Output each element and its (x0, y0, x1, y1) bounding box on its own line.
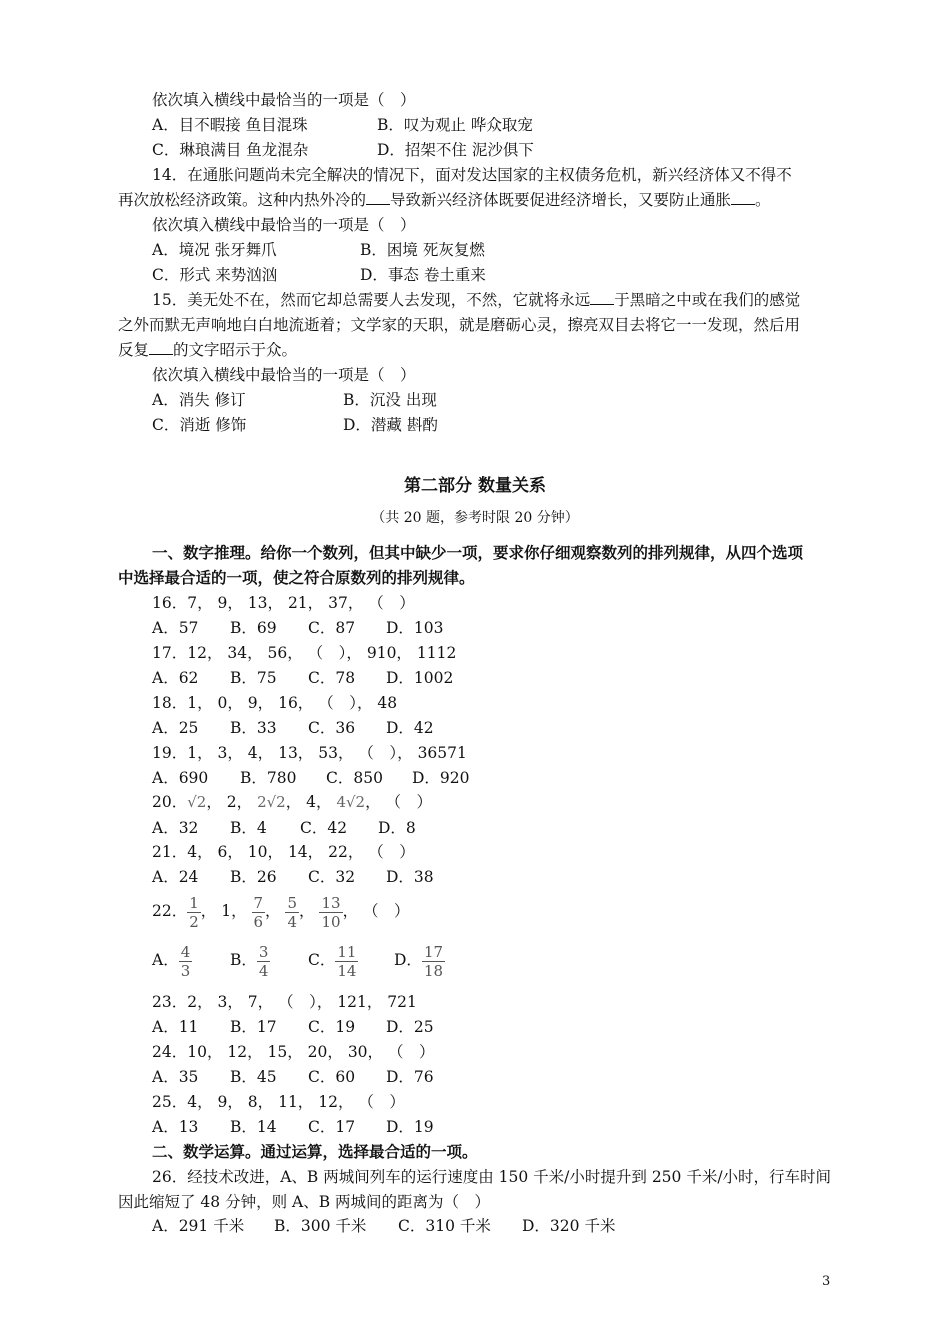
q15-text-d: 的文字昭示于众。 (173, 341, 298, 359)
option-d: D．1002 (386, 669, 454, 687)
q22-question (152, 891, 410, 931)
option-b: B．300 千米 (274, 1217, 367, 1235)
option-a: A．32 (152, 819, 199, 837)
q18-question: 18．1， 0， 9， 16， （ ）， 48 (152, 694, 398, 712)
q15-option-a: A．消失 修订 (152, 391, 246, 409)
fraction (422, 943, 445, 980)
option-d: D．8 (378, 819, 416, 837)
option-c: C．87 (308, 619, 356, 637)
q15-line3 (118, 338, 297, 362)
q22-options (152, 940, 445, 980)
option-a: A．24 (152, 868, 199, 886)
sqrt-expression: 2√2 (257, 793, 286, 811)
denominator: 4 (287, 912, 298, 931)
q17-question: 17．12， 34， 56， （ ）， 910， 1112 (152, 644, 457, 662)
q23-options (152, 1015, 434, 1039)
denominator: 14 (337, 961, 357, 980)
separator: ， （ ） (365, 793, 433, 811)
q23-question: 23．2， 3， 7， （ ）， 121， 721 (152, 993, 417, 1011)
part2-subtitle: （共 20 题，参考时限 20 分钟） (371, 510, 579, 526)
q25-options (152, 1115, 434, 1139)
q21-question: 21．4， 6， 10， 14， 22， （ ） (152, 843, 415, 861)
q15-line1 (152, 288, 800, 312)
numerator: 13 (321, 893, 341, 912)
option-c: C．17 (308, 1118, 356, 1136)
q26-line1: 26．经技术改进，A、B 两城间列车的运行速度由 150 千米/小时提升到 250 千米/小时，行车时间 (152, 1168, 832, 1186)
option-letter: C． (308, 951, 336, 969)
option-d: D．38 (386, 868, 434, 886)
blank-line (590, 290, 614, 305)
q14-text-b: 导致新兴经济体既要促进经济增长，又要防止通胀 (390, 191, 732, 209)
option-c: C．78 (308, 669, 356, 687)
q13-prompt: 依次填入横线中最恰当的一项是（ ） (152, 91, 416, 109)
q14-line2 (118, 188, 771, 212)
q26-line2: 因此缩短了 48 分钟，则 A、B 两城间的距离为（ ） (118, 1193, 491, 1211)
separator: ， (299, 902, 320, 920)
q14-option-c: C．形式 来势汹汹 (152, 266, 278, 284)
option-b: B．4 (230, 819, 267, 837)
sqrt-expression: √2 (187, 793, 207, 811)
option-letter: B． (230, 951, 257, 969)
option-b: B．69 (230, 619, 277, 637)
option-d: D．920 (412, 769, 470, 787)
fraction (319, 894, 342, 931)
option-b: B．17 (230, 1018, 277, 1036)
question-number: 22． (152, 902, 188, 920)
option-d: D．76 (386, 1068, 434, 1086)
part2-title: 第二部分 数量关系 (404, 476, 546, 496)
option-letter: A． (152, 951, 179, 969)
q18-options (152, 716, 434, 740)
page-number: 3 (822, 1274, 831, 1289)
section1-instruction-line1: 一、数字推理。给你一个数列，但其中缺少一项，要求你仔细观察数列的排列规律，从四个选项 (152, 543, 804, 562)
numerator: 1 (189, 893, 199, 912)
option-c (308, 940, 394, 980)
q26-options (152, 1214, 615, 1238)
q13-option-c: C．琳琅满目 鱼龙混杂 (152, 141, 309, 159)
option-b: B．14 (230, 1118, 277, 1136)
q19-question: 19．1， 3， 4， 13， 53， （ ）， 36571 (152, 744, 467, 762)
fraction (187, 894, 201, 931)
option-d: D．42 (386, 719, 434, 737)
q14-option-b: B．困境 死灰复燃 (360, 241, 485, 259)
sqrt-expression: 4√2 (336, 793, 366, 811)
q15-option-d: D．潜藏 斟酌 (343, 416, 438, 434)
option-a: A．25 (152, 719, 199, 737)
q14-option-a: A．境况 张牙舞爪 (152, 241, 277, 259)
numerator: 4 (180, 942, 191, 961)
option-b: B．26 (230, 868, 277, 886)
q15-text-b: 于黑暗之中或在我们的感觉 (614, 291, 801, 309)
q15-text-c: 反复 (118, 341, 150, 359)
q14-prompt: 依次填入横线中最恰当的一项是（ ） (152, 216, 416, 234)
q16-question: 16．7， 9， 13， 21， 37， （ ） (152, 594, 415, 612)
fraction (335, 943, 358, 980)
numerator: 17 (423, 942, 444, 961)
option-a (152, 940, 230, 980)
option-d: D．103 (386, 619, 444, 637)
q14-text-c: 。 (755, 191, 771, 209)
option-b: B．780 (240, 769, 297, 787)
question-number: 20． (152, 793, 188, 811)
q25-question: 25．4， 9， 8， 11， 12， （ ） (152, 1093, 405, 1111)
numerator: 3 (258, 942, 269, 961)
q15-prompt: 依次填入横线中最恰当的一项是（ ） (152, 366, 416, 384)
fraction (179, 943, 193, 980)
option-a: A．13 (152, 1118, 199, 1136)
numerator: 11 (337, 942, 357, 961)
denominator: 6 (253, 912, 264, 931)
blank-line (731, 190, 755, 205)
option-b: B．75 (230, 669, 277, 687)
option-c: C．310 千米 (398, 1217, 491, 1235)
q14-text-a: 再次放松经济政策。这种内热外冷的 (118, 191, 367, 209)
option-a: A．690 (152, 769, 209, 787)
option-b (230, 940, 308, 980)
section1-instruction-line2: 中选择最合适的一项，使之符合原数列的排列规律。 (118, 568, 475, 587)
fraction (257, 943, 271, 980)
q15-option-c: C．消逝 修饰 (152, 416, 247, 434)
option-c: C．60 (308, 1068, 356, 1086)
option-b: B．33 (230, 719, 277, 737)
separator: ， （ ） (342, 902, 410, 920)
q15-text-a: 15．美无处不在，然而它却总需要人去发现，不然，它就将永远 (152, 291, 591, 309)
q16-options (152, 616, 444, 640)
fraction (252, 894, 266, 931)
option-d: D．19 (386, 1118, 434, 1136)
q24-options (152, 1065, 434, 1089)
fraction (285, 894, 299, 931)
option-a: A．35 (152, 1068, 199, 1086)
numerator: 7 (253, 893, 264, 912)
blank-line (149, 340, 173, 355)
q14-option-d: D．事态 卷土重来 (360, 266, 486, 284)
separator: ， 2， (206, 793, 258, 811)
separator: ， 1， (200, 902, 252, 920)
q20-options (152, 816, 416, 840)
q13-option-a: A．目不暇接 鱼目混珠 (152, 116, 308, 134)
q13-option-d: D．招架不住 泥沙俱下 (377, 141, 534, 159)
q21-options (152, 865, 434, 889)
option-a: A．57 (152, 619, 199, 637)
denominator: 10 (321, 912, 341, 931)
option-a: A．291 千米 (152, 1217, 245, 1235)
option-d: D．320 千米 (522, 1217, 616, 1235)
option-b: B．45 (230, 1068, 277, 1086)
option-d: D．25 (386, 1018, 434, 1036)
option-c: C．42 (300, 819, 348, 837)
q17-options (152, 666, 453, 690)
denominator: 4 (258, 961, 269, 980)
denominator: 3 (180, 961, 191, 980)
option-d (394, 940, 445, 980)
numerator: 5 (287, 893, 298, 912)
denominator: 18 (423, 961, 444, 980)
option-c: C．36 (308, 719, 356, 737)
separator: ， 4， (285, 793, 337, 811)
q15-line2: 之外而默无声响地白白地流逝着；文学家的天职，就是磨砺心灵，擦亮双目去将它一一发现，然后用 (118, 316, 801, 334)
q15-option-b: B．沉没 出现 (343, 391, 437, 409)
q24-question: 24．10， 12， 15， 20， 30， （ ） (152, 1043, 435, 1061)
option-c: C．19 (308, 1018, 356, 1036)
denominator: 2 (189, 912, 199, 931)
q19-options (152, 766, 470, 790)
q14-line1: 14．在通胀问题尚未完全解决的情况下，面对发达国家的主权债务危机，新兴经济体又不得不 (152, 166, 792, 184)
option-a: A．62 (152, 669, 199, 687)
section2-instruction: 二、数学运算。通过运算，选择最合适的一项。 (152, 1142, 478, 1161)
option-c: C．850 (326, 769, 383, 787)
separator: ， (265, 902, 286, 920)
blank-line (366, 190, 390, 205)
q20-question (152, 790, 432, 814)
option-c: C．32 (308, 868, 356, 886)
option-a: A．11 (152, 1018, 199, 1036)
option-letter: D． (394, 951, 422, 969)
q13-option-b: B．叹为观止 哗众取宠 (377, 116, 533, 134)
